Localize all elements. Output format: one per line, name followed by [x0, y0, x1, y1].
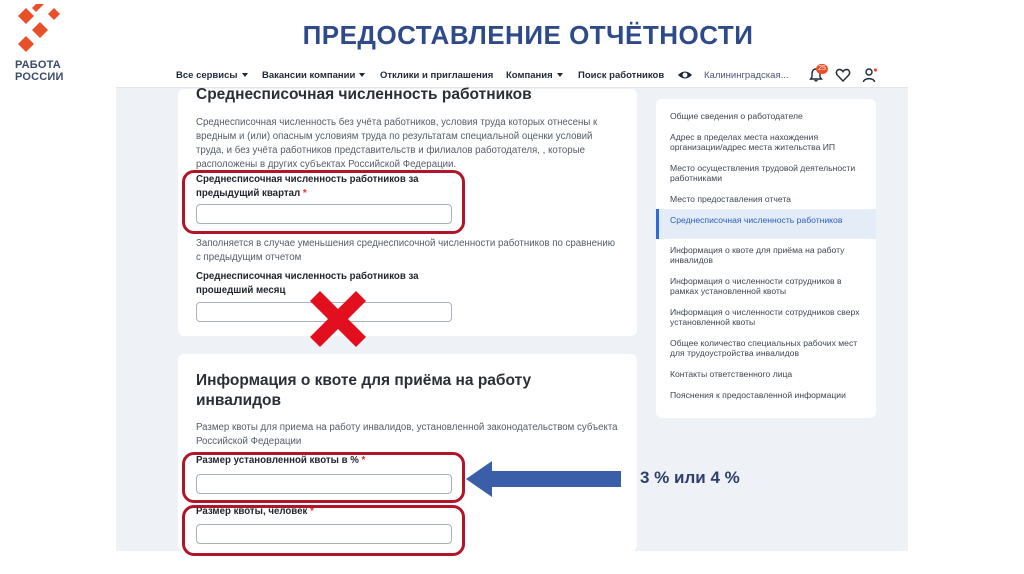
- eye-icon[interactable]: [677, 67, 693, 83]
- sidebar-item-work-place[interactable]: Место осуществления трудовой деятельности работниками: [670, 163, 856, 183]
- nav-company-vacancies[interactable]: Вакансии компании: [262, 70, 365, 81]
- region-selector[interactable]: Калининградская...: [704, 70, 789, 81]
- nav-search-workers[interactable]: Поиск работников: [578, 70, 665, 81]
- user-icon[interactable]: [862, 67, 878, 83]
- nav-all-services[interactable]: Все сервисы: [176, 70, 248, 81]
- left-arrow-icon: [466, 461, 621, 497]
- field-hint: Заполняется в случае уменьшения среднесписочной численности работников по сравнению с предыдущим отчетом: [196, 238, 616, 263]
- sidebar-item-disability-quota[interactable]: Информация о квоте для приёма на работу инвалидов: [670, 245, 845, 265]
- slide-title: ПРЕДОСТАВЛЕНИЕ ОТЧЁТНОСТИ: [302, 20, 754, 50]
- sidebar-item-report-place[interactable]: Место предоставления отчета: [670, 194, 791, 204]
- sidebar-item-contacts[interactable]: Контакты ответственного лица: [670, 369, 793, 379]
- highlight-quota-percent-field: [182, 452, 465, 503]
- sidebar-item-special-workplaces[interactable]: Общее количество специальных рабочих мест для трудоустройства инвалидов: [670, 338, 858, 358]
- chevron-down-icon: [242, 73, 248, 77]
- sidebar-item-general-info[interactable]: Общие сведения о работодателе: [670, 111, 803, 121]
- highlight-quota-persons-field: [182, 505, 465, 556]
- field-label-quota-persons: Размер квоты, человек *: [196, 506, 314, 517]
- sidebar-item-explanations[interactable]: Пояснения к предоставленной информации: [670, 390, 846, 400]
- chevron-down-icon: [557, 73, 563, 77]
- quota-note: 3 % или 4 %: [640, 468, 740, 487]
- notification-badge: 25: [816, 64, 828, 74]
- section-title: Среднесписочная численность работников: [196, 86, 532, 103]
- nav-company[interactable]: Компания: [506, 70, 563, 81]
- section-description: Размер квоты для приема на работу инвалидов, установленной законодательством субъекта Российской Федерации: [196, 422, 618, 447]
- section-description: Среднесписочная численность без учёта работников, условия труда которых отнесены к вредным и (или) опасным условиям труда по результатам специальной оценки условий труда, и без учёта работников представительств и филиалов работодателя, , которые расположены в других субъектах Российской Федерации.: [196, 117, 598, 170]
- section-navigation-sidebar: [656, 99, 876, 418]
- sidebar-item-average-headcount[interactable]: Среднесписочная численность работников: [670, 215, 843, 225]
- sidebar-item-within-quota[interactable]: Информация о численности сотрудников в рамках установленной квоты: [670, 276, 842, 296]
- heart-icon[interactable]: [835, 67, 851, 83]
- section-title: Информация о квоте для приёма на работу инвалидов: [196, 372, 532, 409]
- field-label-last-month: Среднесписочная численность работников за прошедший месяц: [196, 271, 419, 296]
- field-label-prev-quarter: Среднесписочная численность работников за предыдущий квартал *: [196, 174, 419, 199]
- chevron-down-icon: [359, 73, 365, 77]
- sidebar-item-address[interactable]: Адрес в пределах места нахождения организации/адрес места жительства ИП: [670, 132, 836, 152]
- highlight-prev-quarter-field: [182, 170, 465, 234]
- field-label-quota-percent: Размер установленной квоты в % *: [196, 455, 366, 466]
- sidebar-item-over-quota[interactable]: Информация о численности сотрудников сверх установленной квоты: [670, 307, 860, 327]
- logo-text: РАБОТА РОССИИ: [15, 59, 64, 83]
- nav-responses-invitations[interactable]: Отклики и приглашения: [380, 70, 494, 81]
- cross-mark-icon: [302, 283, 374, 355]
